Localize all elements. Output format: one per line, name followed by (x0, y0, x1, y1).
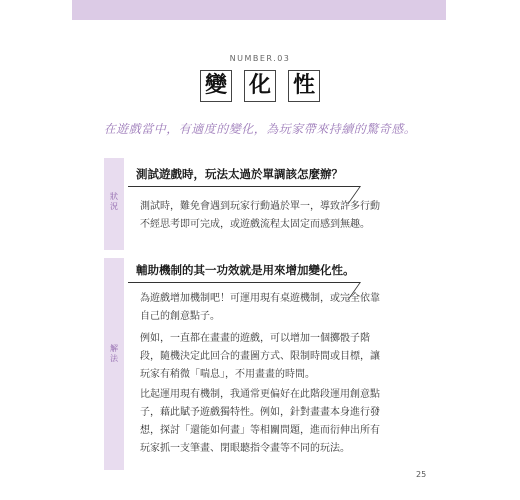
solution-paragraph-2 (140, 330, 420, 384)
situation-title: 測試遊戲時，玩法太過於單調該怎麼辦？ (136, 167, 343, 181)
page-title (0, 70, 520, 102)
situation-label-char-2: 況 (110, 202, 118, 211)
situation-label (104, 192, 124, 212)
solution-p2-line-1: 例如，一直都在畫畫的遊戲，可以增加一個擲骰子階 (140, 333, 370, 344)
solution-p3-line-2: 子，藉此賦予遊戲獨特性。例如，針對畫畫本身進行發 (140, 407, 380, 418)
situation-line-2: 不經思考即可完成，或遊戲流程太固定而感到無趣。 (140, 219, 370, 230)
situation-body (140, 198, 420, 234)
title-char-3: 性 (288, 70, 320, 102)
top-decorative-band (72, 0, 446, 20)
solution-p3-line-4: 玩家抓一支筆畫、閉眼聽指令畫等不同的玩法。 (140, 443, 350, 454)
solution-label (104, 344, 124, 364)
solution-paragraph-3 (140, 386, 420, 458)
solution-side-bar (104, 258, 124, 470)
solution-p2-line-2: 段，隨機決定此回合的畫圖方式、限制時間或目標，讓 (140, 351, 380, 362)
chapter-number: NUMBER.03 (229, 54, 291, 63)
solution-label-char-2: 法 (110, 354, 118, 363)
solution-p3-line-3: 想，探討「還能如何畫」等相關問題，進而衍伸出所有 (140, 425, 380, 436)
situation-line-1: 測試時，難免會遇到玩家行動過於單一，導致許多行動 (140, 201, 380, 212)
title-char-1: 變 (200, 70, 232, 102)
situation-label-char-1: 狀 (110, 192, 118, 201)
handwritten-subtitle: 在遊戲當中，有適度的變化，為玩家帶來持續的驚奇感。 (103, 122, 417, 136)
solution-p2-line-3: 玩家有稍微「喘息」，不用畫畫的時間。 (140, 369, 315, 380)
solution-p1-line-1: 為遊戲增加機制吧！可運用現有桌遊機制，或完全依靠 (140, 293, 380, 304)
solution-paragraph-1 (140, 290, 420, 326)
solution-label-char-1: 解 (110, 344, 118, 353)
situation-separator (128, 186, 360, 187)
solution-separator (128, 282, 360, 283)
solution-p1-line-2: 自己的創意點子。 (140, 311, 220, 322)
solution-title: 輔助機制的其一功效就是用來增加變化性。 (136, 263, 355, 277)
page-number: 25 (416, 470, 427, 479)
title-char-2: 化 (244, 70, 276, 102)
solution-p3-line-1: 比起運用現有機制，我通常更偏好在此階段運用創意點 (140, 389, 380, 400)
